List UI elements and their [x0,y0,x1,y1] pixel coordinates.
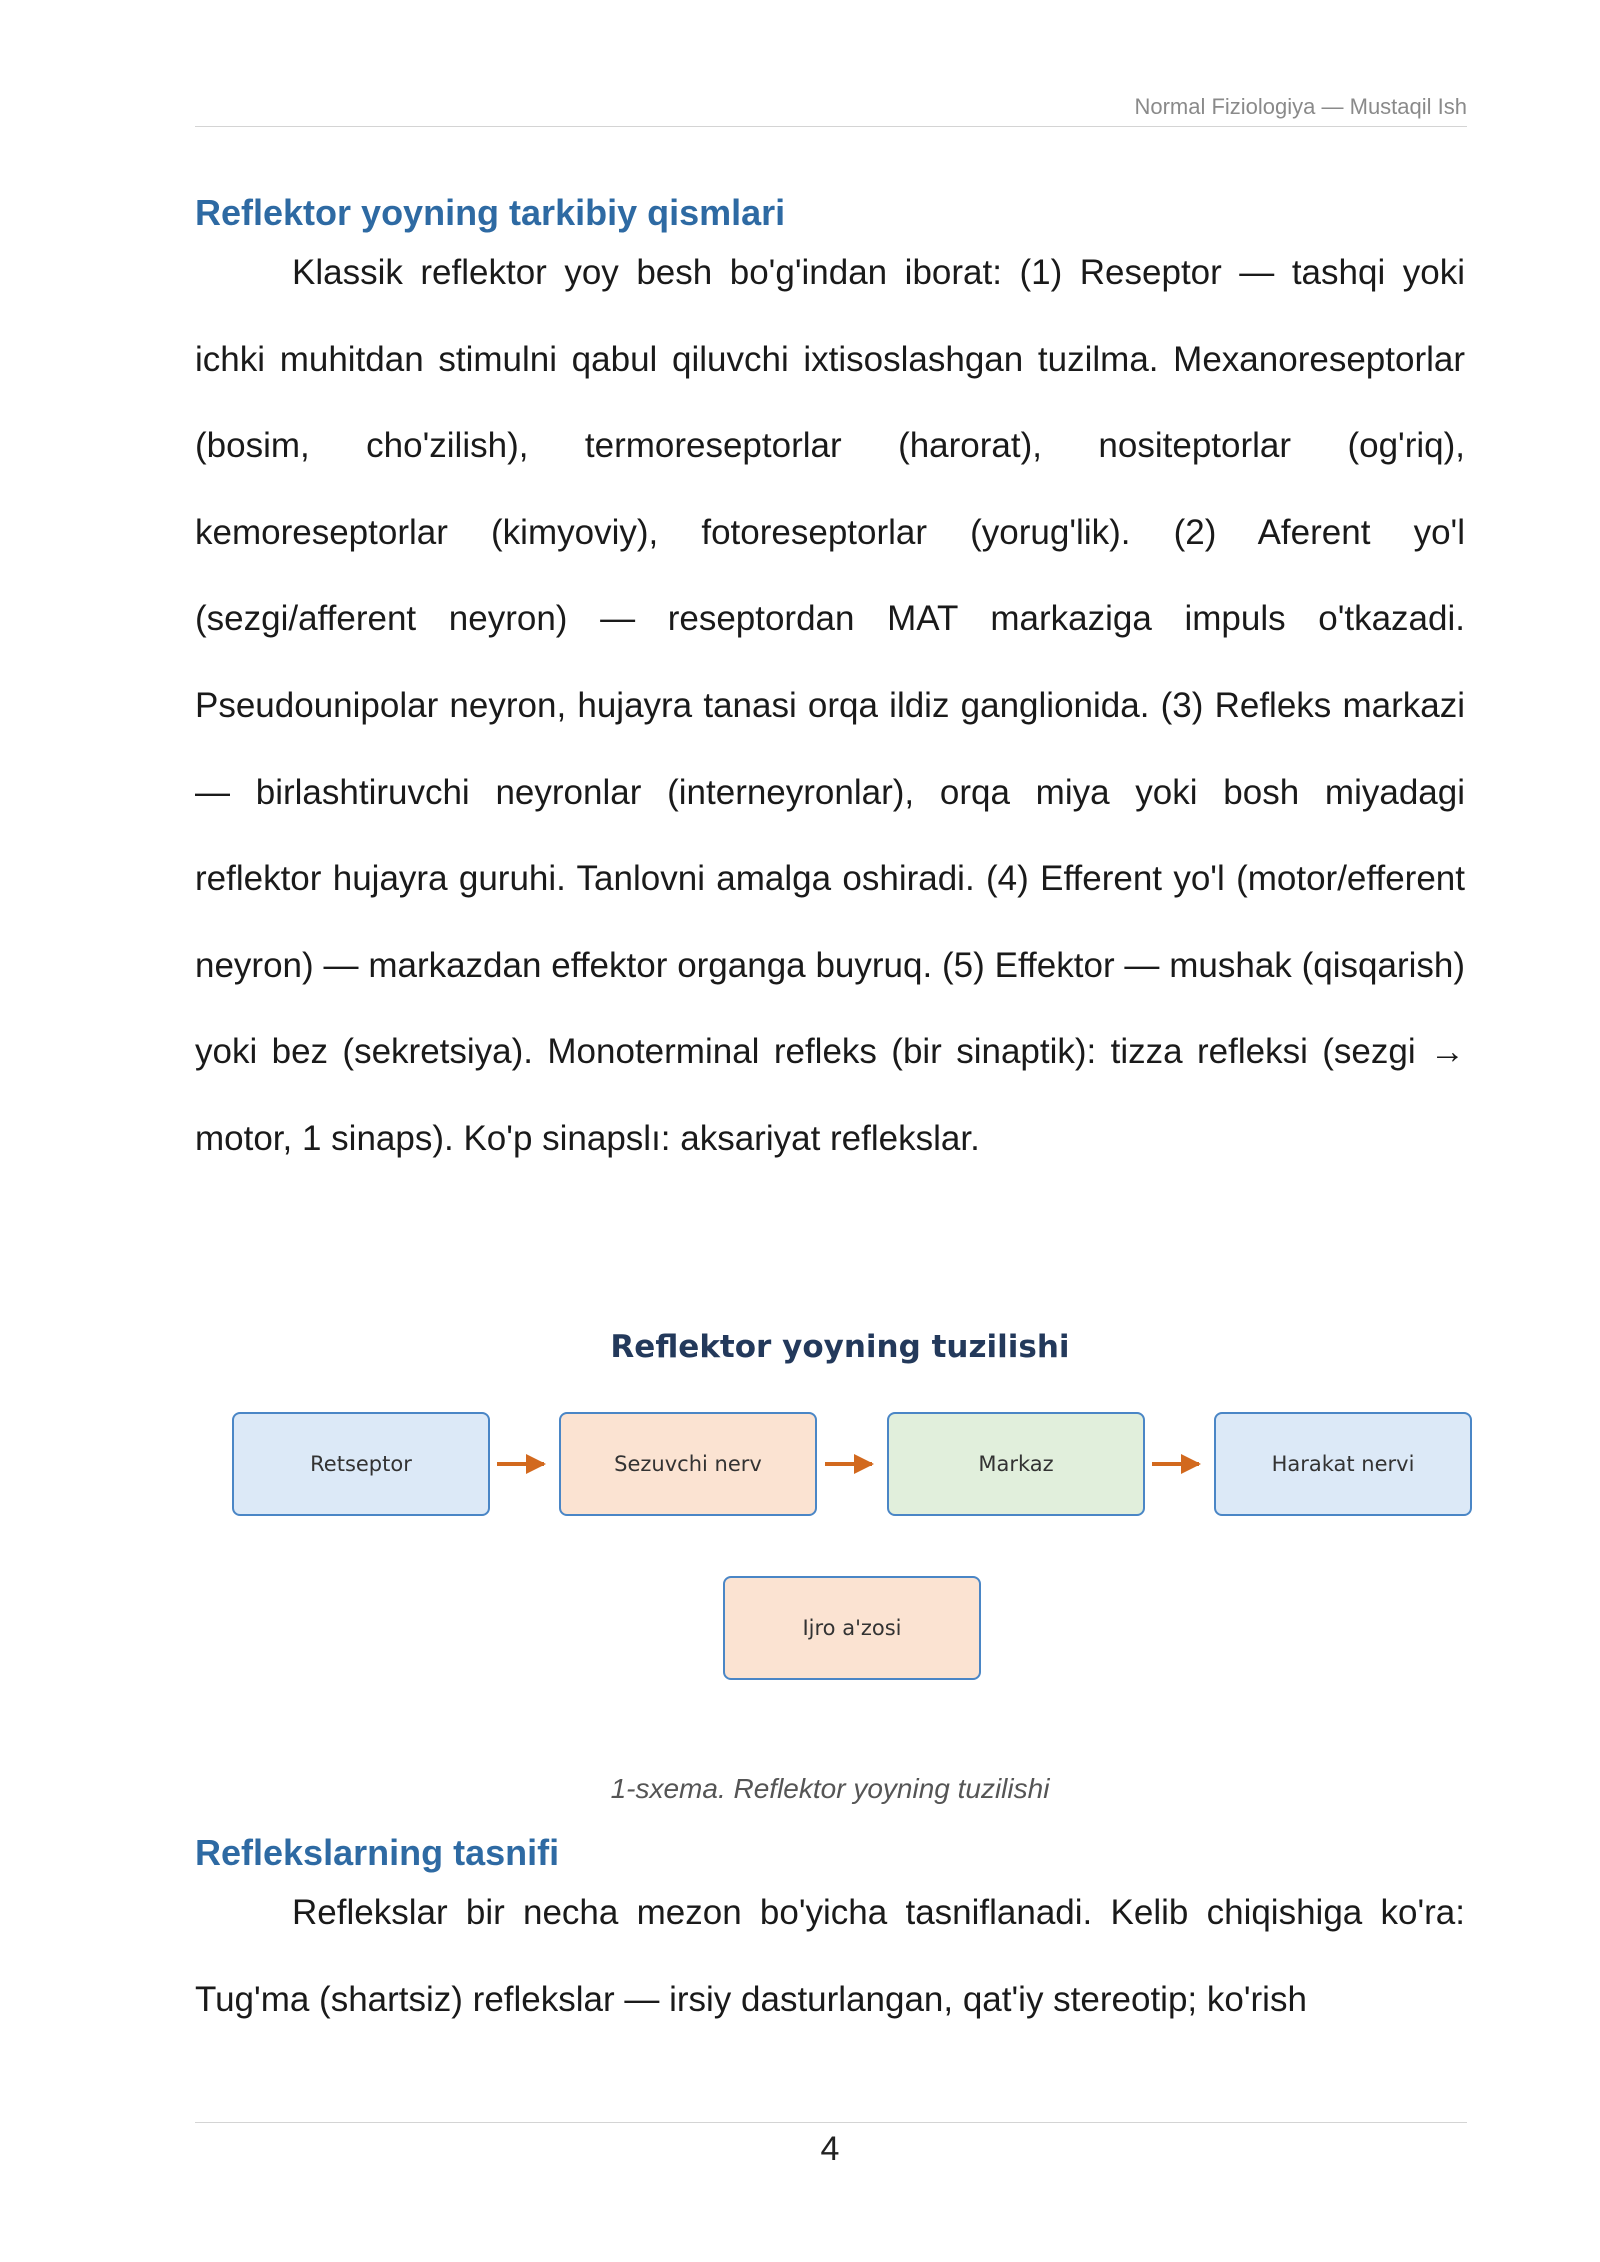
reflex-arc-diagram [195,1300,1485,1740]
node-retseptor: Retseptor [232,1412,490,1516]
body-paragraph-classification: Reflekslar bir necha mezon bo'yicha tasniflanadi. Kelib chiqishiga ko'ra: Tug'ma (shartsiz) reflekslar — irsiy dasturlangan, qat'iy stereotip; ko'rish [195,1893,1465,2019]
page-number: 4 [820,2130,840,2168]
node-sezuvchi-nerv: Sezuvchi nerv [559,1412,817,1516]
figure-caption: 1-sxema. Reflektor yoyning tuzilishi [610,1773,1050,1804]
node-harakat-nervi: Harakat nervi [1214,1412,1472,1516]
section-heading-classification: Reflekslarning tasnifi [195,1832,560,1873]
running-header: Normal Fiziologiya — Mustaqil Ish [1134,94,1467,119]
diagram-title: Reflektor yoyning tuzilishi [610,1329,1070,1365]
node-ijro-azosi: Ijro a'zosi [723,1576,981,1680]
node-markaz: Markaz [887,1412,1145,1516]
header-divider [195,126,1467,127]
section-heading-structure: Reflektor yoyning tarkibiy qismlari [195,192,786,233]
footer-divider [195,2122,1467,2123]
body-paragraph-structure: Klassik reflektor yoy besh bo'g'indan iborat: (1) Reseptor — tashqi yoki ichki muhitdan stimulni qabul qiluvchi ixtisoslashgan tuzilma. Mexanoreseptorlar (bosim, cho'zilish), termoreseptorlar (harorat), nositeptorlar (og'riq), kemoreseptorlar (kimyoviy), fotoreseptorlar (yorug'lik). (2) Aferent yo'l (sezgi/afferent neyron) — reseptordan MAT markaziga impuls o'tkazadi. Pseudounipolar neyron, hujayra tanasi orqa ildiz ganglionida. (3) Refleks markazi — birlashtiruvchi neyronlar (interneyronlar), orqa miya yoki bosh miyadagi reflektor hujayra guruhi. Tanlovni amalga oshiradi. (4) Efferent yo'l (motor/efferent neyron) — markazdan effektor organga buyruq. (5) Effektor — mushak (qisqarish) yoki bez (sekretsiya). Monoterminal refleks (bir sinaptik): tizza refleksi (sezgi → motor, 1 sinaps). Ko'p sinapslı: aksariyat reflekslar. [195,253,1465,1158]
